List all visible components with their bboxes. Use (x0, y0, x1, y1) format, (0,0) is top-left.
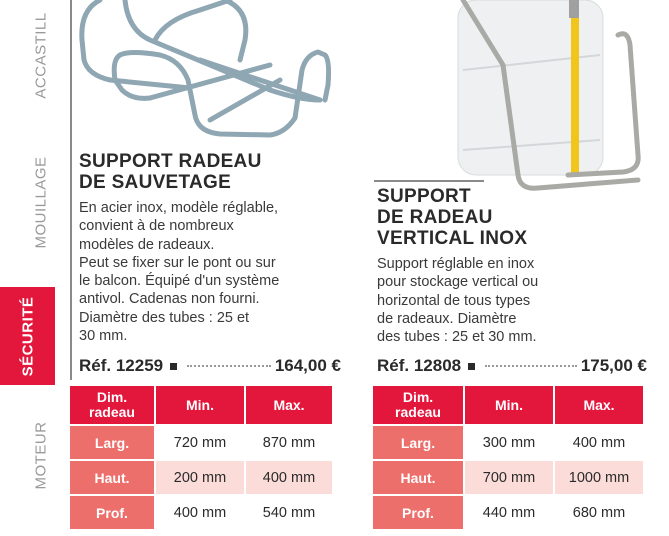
row-label: Prof. (70, 496, 154, 529)
cell-min: 700 mm (465, 461, 553, 494)
table-row (70, 461, 332, 494)
table-row (373, 496, 643, 529)
table-row (70, 426, 332, 459)
title-line: DE RADEAU (377, 207, 493, 228)
product-title (79, 151, 262, 193)
cell-min: 720 mm (156, 426, 244, 459)
header-min: Min. (156, 386, 244, 424)
title-line: DE SAUVETAGE (79, 172, 232, 193)
header-text: Dim. (96, 389, 128, 405)
desc-line: horizontal de tous types (377, 292, 531, 309)
table-row (70, 496, 332, 529)
section-sidebar (0, 0, 60, 536)
sidebar-tab-label: ACCASTILL (32, 11, 50, 99)
table-header-row (373, 386, 643, 424)
product-title (377, 186, 527, 249)
row-label: Larg. (373, 426, 463, 459)
product-price: 164,00 € (274, 356, 341, 375)
header-max: Max. (555, 386, 643, 424)
product-card-liferaft-cradle (70, 0, 350, 536)
title-line: VERTICAL INOX (377, 228, 528, 249)
row-label: Prof. (373, 496, 463, 529)
table-row (373, 426, 643, 459)
desc-line: de radeaux. Diamètre (377, 310, 517, 327)
cell-min: 300 mm (465, 426, 553, 459)
cell-max: 400 mm (555, 426, 643, 459)
desc-line: Diamètre des tubes : 25 et (79, 309, 250, 326)
cell-min: 200 mm (156, 461, 244, 494)
desc-line: convient à de nombreux (79, 218, 234, 235)
price-row (377, 356, 647, 376)
sidebar-tab-label: SÉCURITÉ (19, 296, 36, 376)
header-dim (373, 386, 463, 424)
dimensions-table (68, 384, 334, 531)
sidebar-tab-moteur[interactable] (28, 410, 54, 500)
vertical-liferaft-container-stand-icon (428, 0, 669, 200)
cell-max: 1000 mm (555, 461, 643, 494)
row-label: Haut. (70, 461, 154, 494)
cell-min: 440 mm (465, 496, 553, 529)
product-description (377, 255, 647, 346)
product-card-vertical-liferaft-stand (368, 0, 669, 536)
desc-line: Peut se fixer sur le pont ou sur (79, 254, 276, 271)
sidebar-tab-mouillage[interactable] (28, 140, 54, 265)
desc-line: Support réglable en inox (377, 256, 535, 272)
desc-line: pour stockage vertical ou (377, 274, 539, 291)
table-header-row (70, 386, 332, 424)
row-label: Larg. (70, 426, 154, 459)
desc-line: antivol. Cadenas non fourni. (79, 291, 260, 308)
cell-max: 540 mm (246, 496, 332, 529)
product-description (79, 199, 349, 345)
square-bullet-icon (468, 363, 475, 370)
desc-line: le balcon. Équipé d'un système (79, 273, 280, 290)
header-min: Min. (465, 386, 553, 424)
product-ref: Réf. 12259 (79, 356, 164, 375)
row-label: Haut. (373, 461, 463, 494)
cell-max: 680 mm (555, 496, 643, 529)
cell-min: 400 mm (156, 496, 244, 529)
sidebar-tab-securite[interactable] (0, 287, 55, 385)
desc-line: 30 mm. (79, 328, 128, 345)
square-bullet-icon (170, 363, 177, 370)
cell-max: 400 mm (246, 461, 332, 494)
header-text: radeau (89, 404, 135, 420)
header-text: radeau (395, 404, 441, 420)
title-line: SUPPORT (377, 186, 471, 207)
stainless-steel-liferaft-cradle-icon (70, 0, 340, 145)
product-ref: Réf. 12808 (377, 356, 462, 375)
header-max: Max. (246, 386, 332, 424)
header-dim (70, 386, 154, 424)
price-row (79, 356, 341, 376)
dot-leader (485, 365, 577, 367)
title-line: SUPPORT RADEAU (79, 151, 262, 172)
table-row (373, 461, 643, 494)
desc-line: modèles de radeaux. (79, 236, 215, 253)
product-price: 175,00 € (580, 356, 647, 375)
desc-line: des tubes : 25 et 30 mm. (377, 329, 537, 346)
dimensions-table (371, 384, 645, 531)
sidebar-tab-label: MOUILLAGE (32, 156, 50, 249)
dot-leader (187, 365, 271, 367)
cell-max: 870 mm (246, 426, 332, 459)
header-text: Dim. (402, 389, 434, 405)
divider (374, 180, 484, 182)
sidebar-tab-label: MOTEUR (32, 421, 50, 489)
desc-line: En acier inox, modèle réglable, (79, 200, 279, 216)
sidebar-tab-accastillage[interactable] (28, 0, 54, 110)
